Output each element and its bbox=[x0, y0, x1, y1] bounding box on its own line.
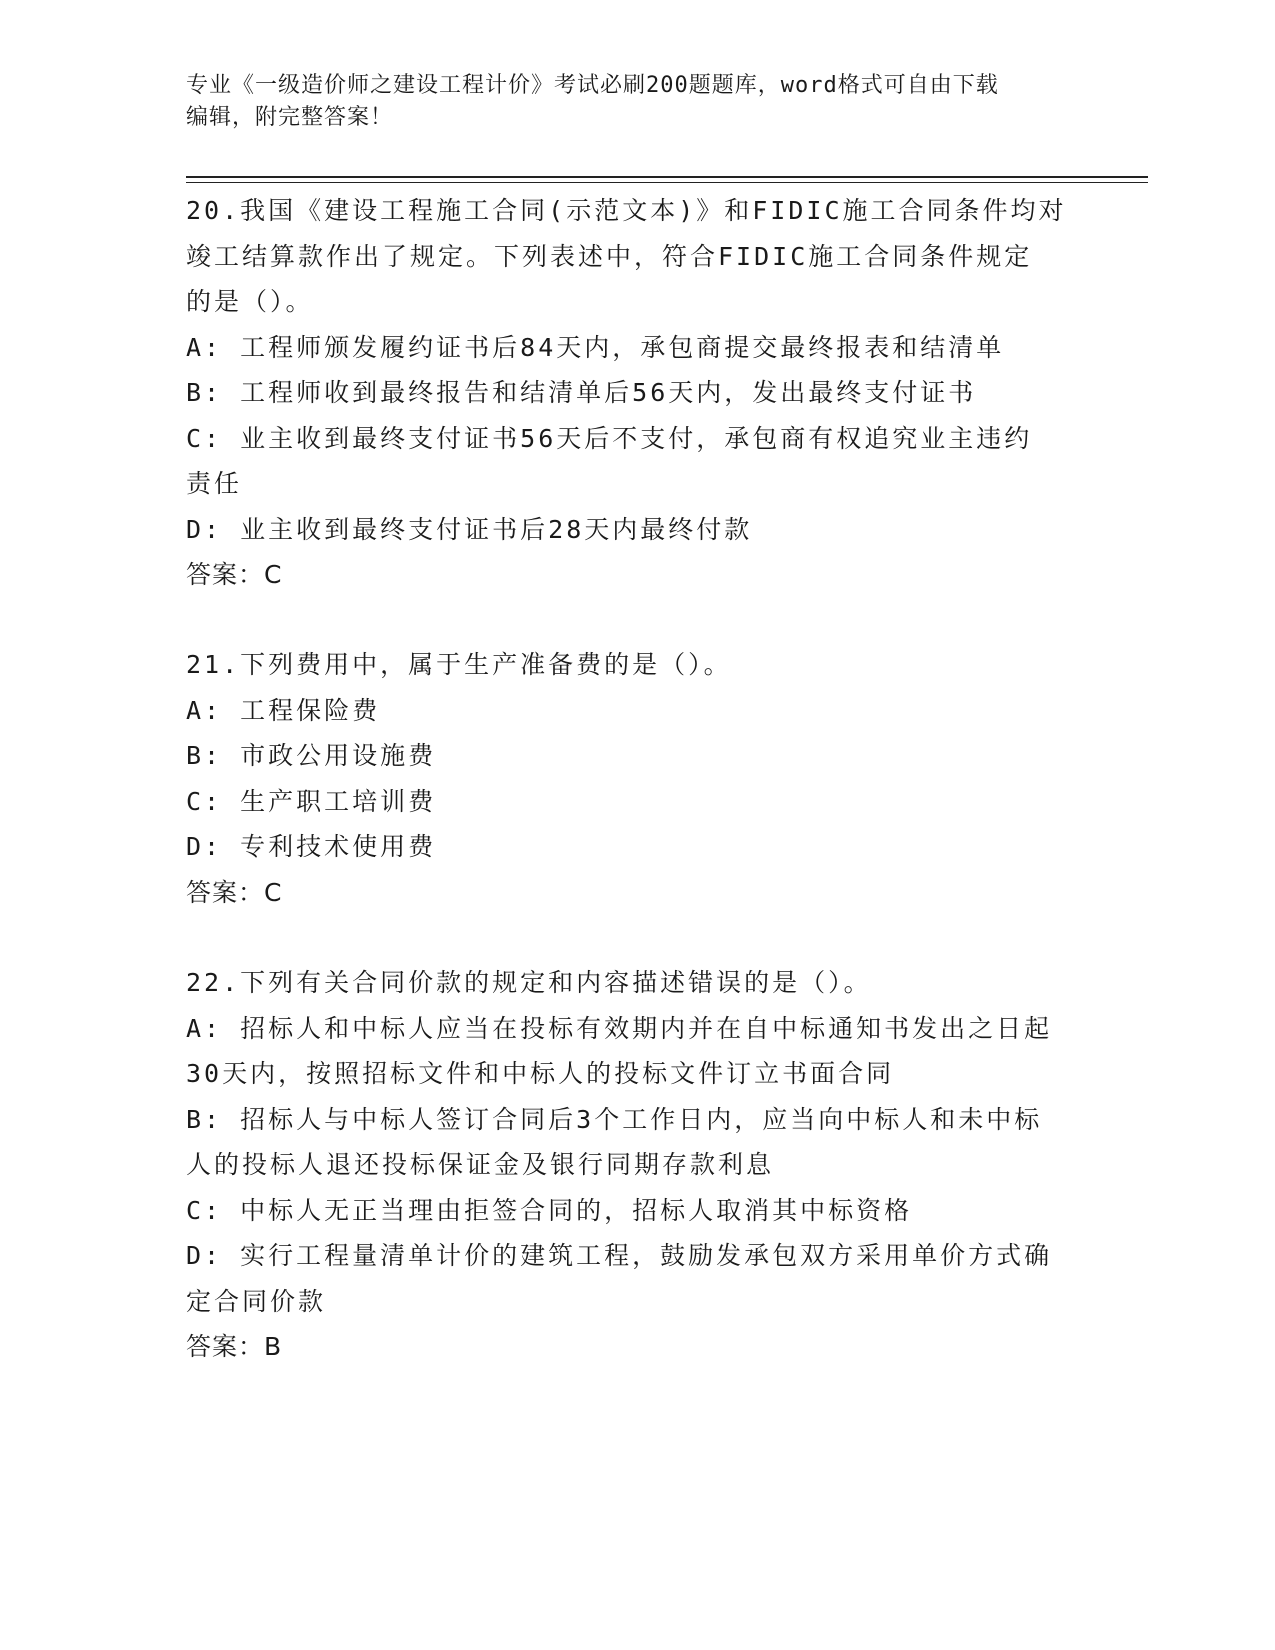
header-line-1: 专业《一级造价师之建设工程计价》考试必刷200题题库，word格式可自由下载 bbox=[186, 73, 999, 98]
question-stem-line: 22.下列有关合同价款的规定和内容描述错误的是（）。 bbox=[186, 968, 872, 997]
page-header bbox=[186, 70, 1086, 134]
option-c: C: 中标人无正当理由拒签合同的，招标人取消其中标资格 bbox=[186, 1195, 913, 1225]
option-a-continued: 30天内，按照招标文件和中标人的投标文件订立书面合同 bbox=[186, 1059, 895, 1088]
question-stem-line: 的是（）。 bbox=[186, 287, 314, 316]
question-stem-line: 20.我国《建设工程施工合同(示范文本)》和FIDIC施工合同条件均对 bbox=[186, 196, 1067, 225]
option-b: B: 工程师收到最终报告和结清单后56天内，发出最终支付证书 bbox=[186, 378, 977, 407]
option-d-continued: 定合同价款 bbox=[186, 1286, 327, 1316]
option-a: A: 工程师颁发履约证书后84天内，承包商提交最终报表和结清单 bbox=[186, 332, 1005, 362]
option-c: C: 生产职工培训费 bbox=[186, 786, 437, 816]
option-c: C: 业主收到最终支付证书56天后不支付，承包商有权追究业主违约 bbox=[186, 423, 1033, 453]
option-b: B: 市政公用设施费 bbox=[186, 741, 437, 770]
option-a: A: 招标人和中标人应当在投标有效期内并在自中标通知书发出之日起 bbox=[186, 1013, 1053, 1043]
option-b: B: 招标人与中标人签订合同后3个工作日内，应当向中标人和未中标 bbox=[186, 1104, 1043, 1134]
header-divider-thick bbox=[186, 176, 1148, 178]
option-d: D: 业主收到最终支付证书后28天内最终付款 bbox=[186, 514, 753, 544]
header-line-2: 编辑，附完整答案！ bbox=[186, 105, 394, 130]
option-a: A: 工程保险费 bbox=[186, 695, 381, 725]
answer-label: 答案：C bbox=[186, 877, 283, 907]
option-d: D: 专利技术使用费 bbox=[186, 832, 437, 861]
question-20 bbox=[186, 188, 1086, 598]
question-stem-line: 竣工结算款作出了规定。下列表述中，符合FIDIC施工合同条件规定 bbox=[186, 241, 1033, 271]
answer-label: 答案：B bbox=[186, 1332, 283, 1361]
question-21 bbox=[186, 642, 1086, 915]
header-divider-thin bbox=[186, 182, 1148, 183]
option-b-continued: 人的投标人退还投标保证金及银行同期存款利息 bbox=[186, 1150, 775, 1179]
question-22 bbox=[186, 960, 1086, 1370]
question-stem-line: 21.下列费用中，属于生产准备费的是（）。 bbox=[186, 650, 732, 679]
option-c-continued: 责任 bbox=[186, 469, 243, 498]
option-d: D: 实行工程量清单计价的建筑工程，鼓励发承包双方采用单价方式确 bbox=[186, 1241, 1053, 1270]
answer-label: 答案：C bbox=[186, 560, 283, 589]
